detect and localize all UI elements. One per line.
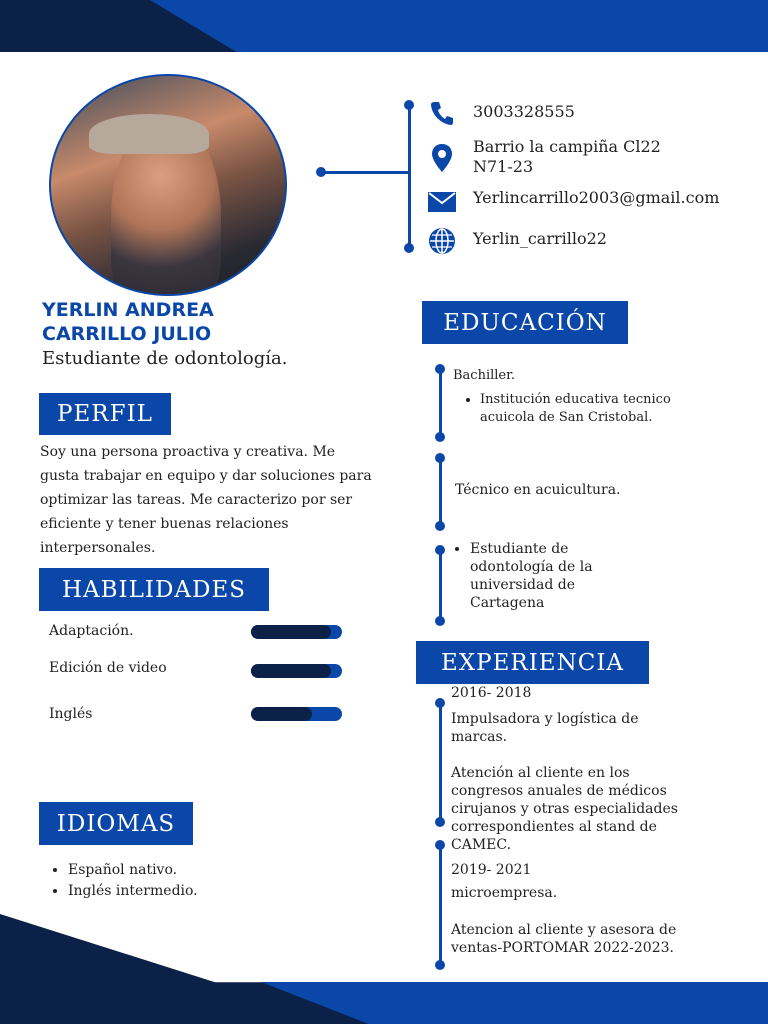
idioma-item: • Español nativo. xyxy=(68,860,198,881)
experiencia-heading: EXPERIENCIA xyxy=(416,641,649,684)
full-name xyxy=(42,298,214,346)
contact-phone: 3003328555 xyxy=(473,102,575,121)
perfil-text: Soy una persona proactiva y creativa. Me gusta trabajar en equipo y dar soluciones para optimizar las tareas. Me caracterizo por ser eficiente y tener buenas relaciones interpersonales. xyxy=(40,444,372,556)
exp-desc-2: Atencion al cliente y asesora de ventas-PORTOMAR 2022-2023. xyxy=(451,922,677,956)
contact-dot-top xyxy=(404,100,414,110)
edu-timeline-3 xyxy=(439,550,442,620)
perfil-heading: PERFIL xyxy=(39,393,171,435)
connector-dot xyxy=(316,167,326,177)
profile-photo xyxy=(49,74,287,296)
edu-dot xyxy=(435,364,445,374)
contact-social: Yerlin_carrillo22 xyxy=(473,229,607,248)
edu-dot xyxy=(435,432,445,442)
top-banner-blue xyxy=(150,0,768,52)
edu-tecnico: Técnico en acuicultura. xyxy=(455,482,621,498)
idioma-item: • Inglés intermedio. xyxy=(68,881,198,902)
phone-icon xyxy=(430,100,454,126)
name-line2: CARRILLO JULIO xyxy=(42,323,212,345)
exp-timeline-2 xyxy=(439,845,442,965)
contact-address-line2: N71-23 xyxy=(473,157,534,176)
edu-list-1 xyxy=(462,391,680,427)
edu-dot xyxy=(435,521,445,531)
exp-timeline-1 xyxy=(439,704,442,822)
habilidades-heading: HABILIDADES xyxy=(39,568,269,611)
exp-dot xyxy=(435,698,445,708)
idiomas-heading: IDIOMAS xyxy=(39,802,193,845)
contact-dot-bottom xyxy=(404,243,414,253)
exp-role-1: Impulsadora y logística de marcas. xyxy=(451,711,639,745)
exp-period-2: 2019- 2021 xyxy=(451,862,532,878)
edu-timeline-1 xyxy=(439,370,442,438)
contact-timeline xyxy=(408,105,411,248)
exp-role-2: microempresa. xyxy=(451,885,558,901)
exp-desc-1: Atención al cliente en los congresos anuales de médicos cirujanos y otras especialidades correspondientes al stand de CAMEC. xyxy=(451,765,678,853)
contact-address-line1: Barrio la campiña Cl22 xyxy=(473,137,661,156)
edu-item: • Estudiante de odontología de la universidad de Cartagena xyxy=(470,540,640,612)
edu-item: • Institución educativa tecnico acuicola de San Cristobal. xyxy=(480,391,680,427)
educacion-heading: EDUCACIÓN xyxy=(422,301,628,344)
subtitle: Estudiante de odontología. xyxy=(42,348,288,369)
exp-period-1: 2016- 2018 xyxy=(451,685,532,701)
skill-fill-0 xyxy=(251,625,331,639)
skill-label-2: Inglés xyxy=(49,706,93,722)
idiomas-list xyxy=(50,860,198,902)
globe-icon xyxy=(428,227,456,255)
edu-dot xyxy=(435,545,445,555)
exp-dot xyxy=(435,960,445,970)
skill-fill-2 xyxy=(251,707,312,721)
skill-label-0: Adaptación. xyxy=(49,623,134,639)
exp-dot xyxy=(435,840,445,850)
edu-bachiller: Bachiller. xyxy=(453,368,516,383)
location-icon xyxy=(431,143,453,173)
edu-list-3 xyxy=(452,540,640,612)
contact-address xyxy=(473,137,661,177)
photo-cap xyxy=(89,114,209,154)
edu-timeline-2 xyxy=(439,458,442,526)
exp-dot xyxy=(435,817,445,827)
contact-email: Yerlincarrillo2003@gmail.com xyxy=(473,188,720,207)
skill-fill-1 xyxy=(251,664,331,678)
skill-label-1: Edición de video xyxy=(49,660,167,676)
photo-connector xyxy=(321,171,409,174)
email-icon xyxy=(428,192,456,212)
edu-dot xyxy=(435,453,445,463)
edu-dot xyxy=(435,616,445,626)
name-line1: YERLIN ANDREA xyxy=(42,299,214,321)
